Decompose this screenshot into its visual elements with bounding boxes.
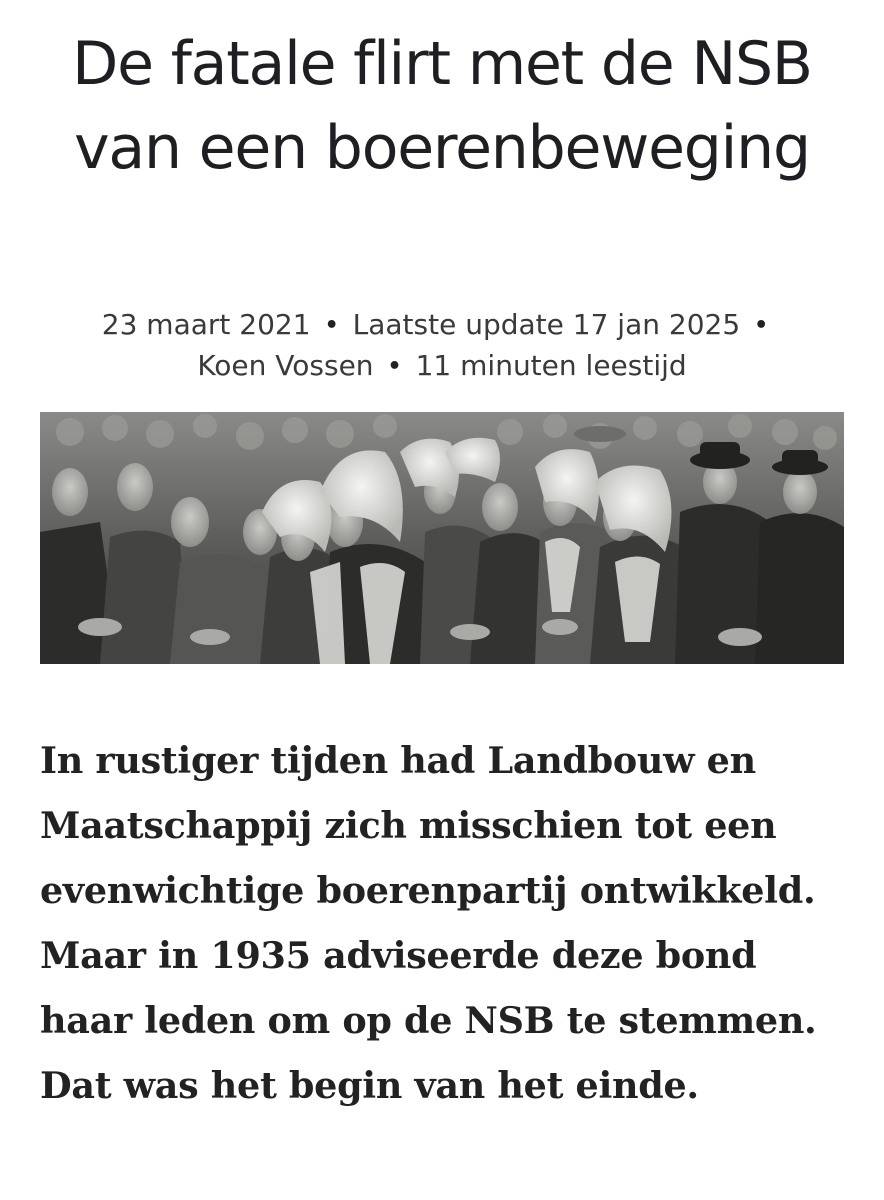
crowd-photo-illustration [40,412,844,664]
article-lead: In rustiger tijden had Landbouw en Maatschappij zich misschien tot een evenwichtige boerenpartij ontwikkeld. Maar in 1935 adviseerde deze bond haar leden om op de NSB te stemmen. Dat was het begin van het einde. [40,739,817,1107]
meta-separator: • [387,354,402,379]
author-name[interactable]: Koen Vossen [197,349,374,382]
publish-date: 23 maart 2021 [101,308,311,341]
header-photo [40,412,844,664]
meta-separator: • [324,313,339,338]
last-update: Laatste update 17 jan 2025 [352,308,741,341]
meta-separator: • [754,313,769,338]
reading-time: 11 minuten leestijd [415,349,687,382]
article-title: De fatale flirt met de NSB van een boerenbeweging [72,29,812,183]
article-meta [20,305,864,387]
